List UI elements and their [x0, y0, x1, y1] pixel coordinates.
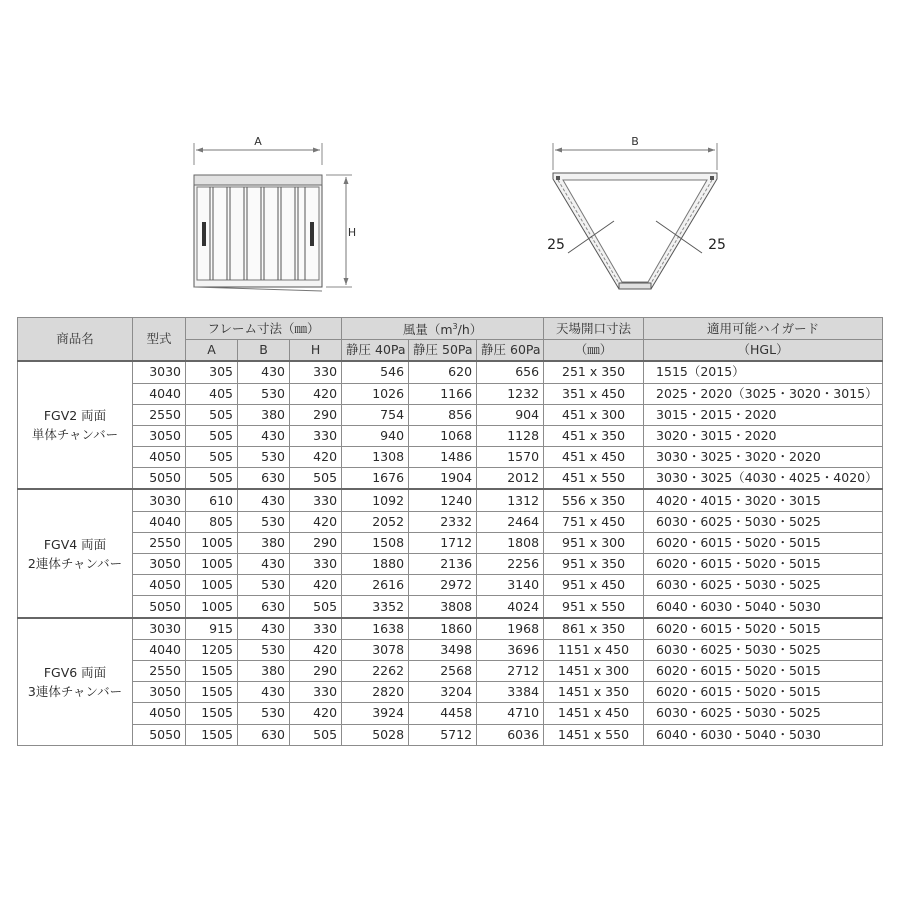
- opening-size-cell: 951 x 550: [544, 596, 644, 618]
- airflow-40pa-cell: 1676: [342, 468, 409, 490]
- airflow-60pa-cell: 1232: [477, 383, 544, 404]
- model-cell: 4050: [133, 447, 186, 468]
- opening-size-cell: 556 x 350: [544, 489, 644, 511]
- header-opening: 天場開口寸法: [544, 318, 644, 340]
- opening-size-cell: 251 x 350: [544, 361, 644, 383]
- airflow-50pa-cell: 3808: [409, 596, 477, 618]
- airflow-40pa-cell: 3924: [342, 703, 409, 724]
- airflow-60pa-cell: 2256: [477, 554, 544, 575]
- opening-size-cell: 451 x 350: [544, 425, 644, 446]
- frame-a-cell: 405: [186, 383, 238, 404]
- airflow-50pa-cell: 1904: [409, 468, 477, 490]
- table-row: [18, 554, 883, 575]
- frame-a-cell: 505: [186, 404, 238, 425]
- opening-size-cell: 351 x 450: [544, 383, 644, 404]
- frame-h-cell: 330: [290, 682, 342, 703]
- frame-h-cell: 330: [290, 425, 342, 446]
- frame-a-cell: 1505: [186, 703, 238, 724]
- frame-b-cell: 630: [238, 596, 290, 618]
- frame-b-cell: 430: [238, 489, 290, 511]
- model-cell: 4050: [133, 703, 186, 724]
- product-name-cell: [18, 618, 133, 746]
- table-row: [18, 575, 883, 596]
- product-name: FGV4 両面: [43, 536, 107, 552]
- model-cell: 5050: [133, 596, 186, 618]
- frame-b-cell: 630: [238, 468, 290, 490]
- frame-h-cell: 505: [290, 596, 342, 618]
- model-cell: 3050: [133, 554, 186, 575]
- frame-a-cell: 805: [186, 511, 238, 532]
- table-row: [18, 361, 883, 383]
- airflow-50pa-cell: 1486: [409, 447, 477, 468]
- frame-b-cell: 530: [238, 447, 290, 468]
- frame-a-cell: 1005: [186, 575, 238, 596]
- applicable-guard-cell: 6030・6025・5030・5025: [644, 511, 883, 532]
- table-row: [18, 383, 883, 404]
- opening-size-cell: 861 x 350: [544, 618, 644, 640]
- frame-h-cell: 290: [290, 532, 342, 553]
- model-cell: 2550: [133, 660, 186, 681]
- product-name-cell: [18, 489, 133, 617]
- airflow-50pa-cell: 1712: [409, 532, 477, 553]
- opening-size-cell: 1451 x 450: [544, 703, 644, 724]
- spec-table: [17, 317, 883, 746]
- airflow-40pa-cell: 1638: [342, 618, 409, 640]
- model-cell: 4040: [133, 383, 186, 404]
- frame-b-cell: 530: [238, 639, 290, 660]
- airflow-60pa-cell: 1968: [477, 618, 544, 640]
- header-pressure-40: 静圧 40Pa: [342, 340, 409, 362]
- table-row: [18, 425, 883, 446]
- frame-h-cell: 420: [290, 575, 342, 596]
- header-airflow-sup: 3: [452, 322, 458, 331]
- height-label-h: H: [347, 226, 357, 239]
- table-row: [18, 703, 883, 724]
- airflow-60pa-cell: 1128: [477, 425, 544, 446]
- airflow-40pa-cell: 754: [342, 404, 409, 425]
- table-row: [18, 639, 883, 660]
- model-cell: 4050: [133, 575, 186, 596]
- applicable-guard-cell: 6030・6025・5030・5025: [644, 639, 883, 660]
- airflow-50pa-cell: 3204: [409, 682, 477, 703]
- airflow-40pa-cell: 546: [342, 361, 409, 383]
- header-guard: 適用可能ハイガード: [644, 318, 883, 340]
- header-opening-unit: （㎜）: [544, 340, 644, 362]
- header-frame-h: H: [290, 340, 342, 362]
- header-model: 型式: [133, 318, 186, 362]
- product-name-cell: [18, 361, 133, 489]
- model-cell: 3050: [133, 682, 186, 703]
- opening-size-cell: 951 x 300: [544, 532, 644, 553]
- airflow-40pa-cell: 1508: [342, 532, 409, 553]
- opening-size-cell: 1451 x 350: [544, 682, 644, 703]
- airflow-60pa-cell: 1570: [477, 447, 544, 468]
- opening-size-cell: 1451 x 300: [544, 660, 644, 681]
- frame-b-cell: 530: [238, 703, 290, 724]
- opening-size-cell: 451 x 450: [544, 447, 644, 468]
- width-label-a: A: [254, 135, 262, 148]
- frame-h-cell: 420: [290, 703, 342, 724]
- applicable-guard-cell: 3030・3025（4030・4025・4020）: [644, 468, 883, 490]
- frame-h-cell: 330: [290, 361, 342, 383]
- product-name: FGV2 両面: [43, 408, 107, 424]
- frame-a-cell: 1005: [186, 532, 238, 553]
- airflow-40pa-cell: 1308: [342, 447, 409, 468]
- airflow-60pa-cell: 3384: [477, 682, 544, 703]
- table-row: [18, 724, 883, 745]
- applicable-guard-cell: 6040・6030・5040・5030: [644, 596, 883, 618]
- frame-h-cell: 420: [290, 639, 342, 660]
- applicable-guard-cell: 3030・3025・3020・2020: [644, 447, 883, 468]
- applicable-guard-cell: 6020・6015・5020・5015: [644, 554, 883, 575]
- model-cell: 2550: [133, 404, 186, 425]
- model-cell: 3030: [133, 618, 186, 640]
- table-row: [18, 596, 883, 618]
- airflow-50pa-cell: 1240: [409, 489, 477, 511]
- side-view-drawing: [553, 143, 717, 289]
- frame-a-cell: 505: [186, 468, 238, 490]
- airflow-40pa-cell: 2820: [342, 682, 409, 703]
- table-row: [18, 404, 883, 425]
- width-label-b: B: [631, 135, 639, 148]
- airflow-40pa-cell: 3078: [342, 639, 409, 660]
- table-row: [18, 618, 883, 640]
- airflow-60pa-cell: 656: [477, 361, 544, 383]
- table-row: [18, 447, 883, 468]
- frame-h-cell: 330: [290, 489, 342, 511]
- airflow-40pa-cell: 940: [342, 425, 409, 446]
- frame-h-cell: 330: [290, 554, 342, 575]
- opening-size-cell: 951 x 450: [544, 575, 644, 596]
- frame-a-cell: 1005: [186, 596, 238, 618]
- airflow-50pa-cell: 4458: [409, 703, 477, 724]
- frame-b-cell: 630: [238, 724, 290, 745]
- frame-a-cell: 1505: [186, 682, 238, 703]
- model-cell: 3030: [133, 489, 186, 511]
- table-row: [18, 511, 883, 532]
- airflow-60pa-cell: 1312: [477, 489, 544, 511]
- frame-b-cell: 430: [238, 425, 290, 446]
- model-cell: 3030: [133, 361, 186, 383]
- frame-b-cell: 430: [238, 361, 290, 383]
- header-airflow-pre: 風量（m: [402, 322, 453, 338]
- product-group: [18, 361, 883, 489]
- model-cell: 2550: [133, 532, 186, 553]
- airflow-40pa-cell: 2616: [342, 575, 409, 596]
- frame-a-cell: 1505: [186, 724, 238, 745]
- frame-b-cell: 380: [238, 660, 290, 681]
- opening-size-cell: 451 x 550: [544, 468, 644, 490]
- airflow-40pa-cell: 5028: [342, 724, 409, 745]
- airflow-40pa-cell: 2052: [342, 511, 409, 532]
- model-cell: 4040: [133, 511, 186, 532]
- airflow-40pa-cell: 1880: [342, 554, 409, 575]
- model-cell: 3050: [133, 425, 186, 446]
- applicable-guard-cell: 6020・6015・5020・5015: [644, 660, 883, 681]
- applicable-guard-cell: 6020・6015・5020・5015: [644, 682, 883, 703]
- airflow-50pa-cell: 3498: [409, 639, 477, 660]
- airflow-60pa-cell: 2712: [477, 660, 544, 681]
- frame-a-cell: 305: [186, 361, 238, 383]
- frame-a-cell: 915: [186, 618, 238, 640]
- frame-b-cell: 530: [238, 511, 290, 532]
- applicable-guard-cell: 3020・3015・2020: [644, 425, 883, 446]
- frame-h-cell: 290: [290, 660, 342, 681]
- airflow-60pa-cell: 2012: [477, 468, 544, 490]
- airflow-50pa-cell: 2972: [409, 575, 477, 596]
- frame-h-cell: 330: [290, 618, 342, 640]
- frame-b-cell: 430: [238, 682, 290, 703]
- opening-size-cell: 451 x 300: [544, 404, 644, 425]
- frame-a-cell: 505: [186, 425, 238, 446]
- model-cell: 5050: [133, 468, 186, 490]
- applicable-guard-cell: 1515（2015）: [644, 361, 883, 383]
- opening-size-cell: 751 x 450: [544, 511, 644, 532]
- frame-h-cell: 420: [290, 383, 342, 404]
- airflow-40pa-cell: 3352: [342, 596, 409, 618]
- airflow-50pa-cell: 1166: [409, 383, 477, 404]
- product-type: 2連体チャンバー: [27, 555, 123, 571]
- frame-b-cell: 380: [238, 532, 290, 553]
- frame-h-cell: 420: [290, 447, 342, 468]
- frame-a-cell: 1505: [186, 660, 238, 681]
- applicable-guard-cell: 6040・6030・5040・5030: [644, 724, 883, 745]
- table-row: [18, 468, 883, 490]
- frame-a-cell: 1205: [186, 639, 238, 660]
- model-cell: 4040: [133, 639, 186, 660]
- airflow-40pa-cell: 2262: [342, 660, 409, 681]
- table-header: [18, 318, 883, 362]
- applicable-guard-cell: 4020・4015・3020・3015: [644, 489, 883, 511]
- frame-h-cell: 505: [290, 468, 342, 490]
- applicable-guard-cell: 6020・6015・5020・5015: [644, 618, 883, 640]
- header-guard-sub: （HGL）: [644, 340, 883, 362]
- frame-h-cell: 290: [290, 404, 342, 425]
- header-frame-a: A: [186, 340, 238, 362]
- airflow-50pa-cell: 856: [409, 404, 477, 425]
- airflow-40pa-cell: 1026: [342, 383, 409, 404]
- frame-b-cell: 430: [238, 554, 290, 575]
- frame-b-cell: 430: [238, 618, 290, 640]
- applicable-guard-cell: 6020・6015・5020・5015: [644, 532, 883, 553]
- airflow-50pa-cell: 620: [409, 361, 477, 383]
- airflow-50pa-cell: 1068: [409, 425, 477, 446]
- product-name: FGV6 両面: [43, 664, 107, 680]
- table-row: [18, 489, 883, 511]
- model-cell: 5050: [133, 724, 186, 745]
- frame-b-cell: 530: [238, 575, 290, 596]
- header-product: 商品名: [18, 318, 133, 362]
- angle-label-left: 25: [547, 237, 565, 253]
- applicable-guard-cell: 6030・6025・5030・5025: [644, 575, 883, 596]
- frame-a-cell: 1005: [186, 554, 238, 575]
- airflow-60pa-cell: 4024: [477, 596, 544, 618]
- airflow-50pa-cell: 1860: [409, 618, 477, 640]
- table-row: [18, 532, 883, 553]
- product-type: 3連体チャンバー: [27, 683, 123, 699]
- frame-a-cell: 610: [186, 489, 238, 511]
- frame-a-cell: 505: [186, 447, 238, 468]
- applicable-guard-cell: 2025・2020（3025・3020・3015）: [644, 383, 883, 404]
- frame-b-cell: 530: [238, 383, 290, 404]
- airflow-50pa-cell: 2568: [409, 660, 477, 681]
- applicable-guard-cell: 6030・6025・5030・5025: [644, 703, 883, 724]
- airflow-60pa-cell: 904: [477, 404, 544, 425]
- header-frame: フレーム寸法（㎜）: [186, 318, 342, 340]
- airflow-60pa-cell: 3696: [477, 639, 544, 660]
- airflow-50pa-cell: 5712: [409, 724, 477, 745]
- airflow-50pa-cell: 2136: [409, 554, 477, 575]
- applicable-guard-cell: 3015・2015・2020: [644, 404, 883, 425]
- header-airflow-post: /h）: [457, 322, 483, 338]
- opening-size-cell: 1151 x 450: [544, 639, 644, 660]
- product-group: [18, 489, 883, 617]
- angle-label-right: 25: [708, 237, 726, 253]
- table-row: [18, 682, 883, 703]
- header-pressure-60: 静圧 60Pa: [477, 340, 544, 362]
- airflow-60pa-cell: 3140: [477, 575, 544, 596]
- frame-h-cell: 420: [290, 511, 342, 532]
- header-pressure-50: 静圧 50Pa: [409, 340, 477, 362]
- header-airflow: [342, 318, 544, 340]
- dimension-drawings: [0, 0, 900, 310]
- product-group: [18, 618, 883, 746]
- airflow-60pa-cell: 6036: [477, 724, 544, 745]
- table-row: [18, 660, 883, 681]
- airflow-60pa-cell: 1808: [477, 532, 544, 553]
- front-view-drawing: [194, 143, 352, 291]
- airflow-40pa-cell: 1092: [342, 489, 409, 511]
- airflow-50pa-cell: 2332: [409, 511, 477, 532]
- opening-size-cell: 951 x 350: [544, 554, 644, 575]
- frame-h-cell: 505: [290, 724, 342, 745]
- frame-b-cell: 380: [238, 404, 290, 425]
- header-frame-b: B: [238, 340, 290, 362]
- product-type: 単体チャンバー: [31, 427, 119, 443]
- opening-size-cell: 1451 x 550: [544, 724, 644, 745]
- airflow-60pa-cell: 2464: [477, 511, 544, 532]
- airflow-60pa-cell: 4710: [477, 703, 544, 724]
